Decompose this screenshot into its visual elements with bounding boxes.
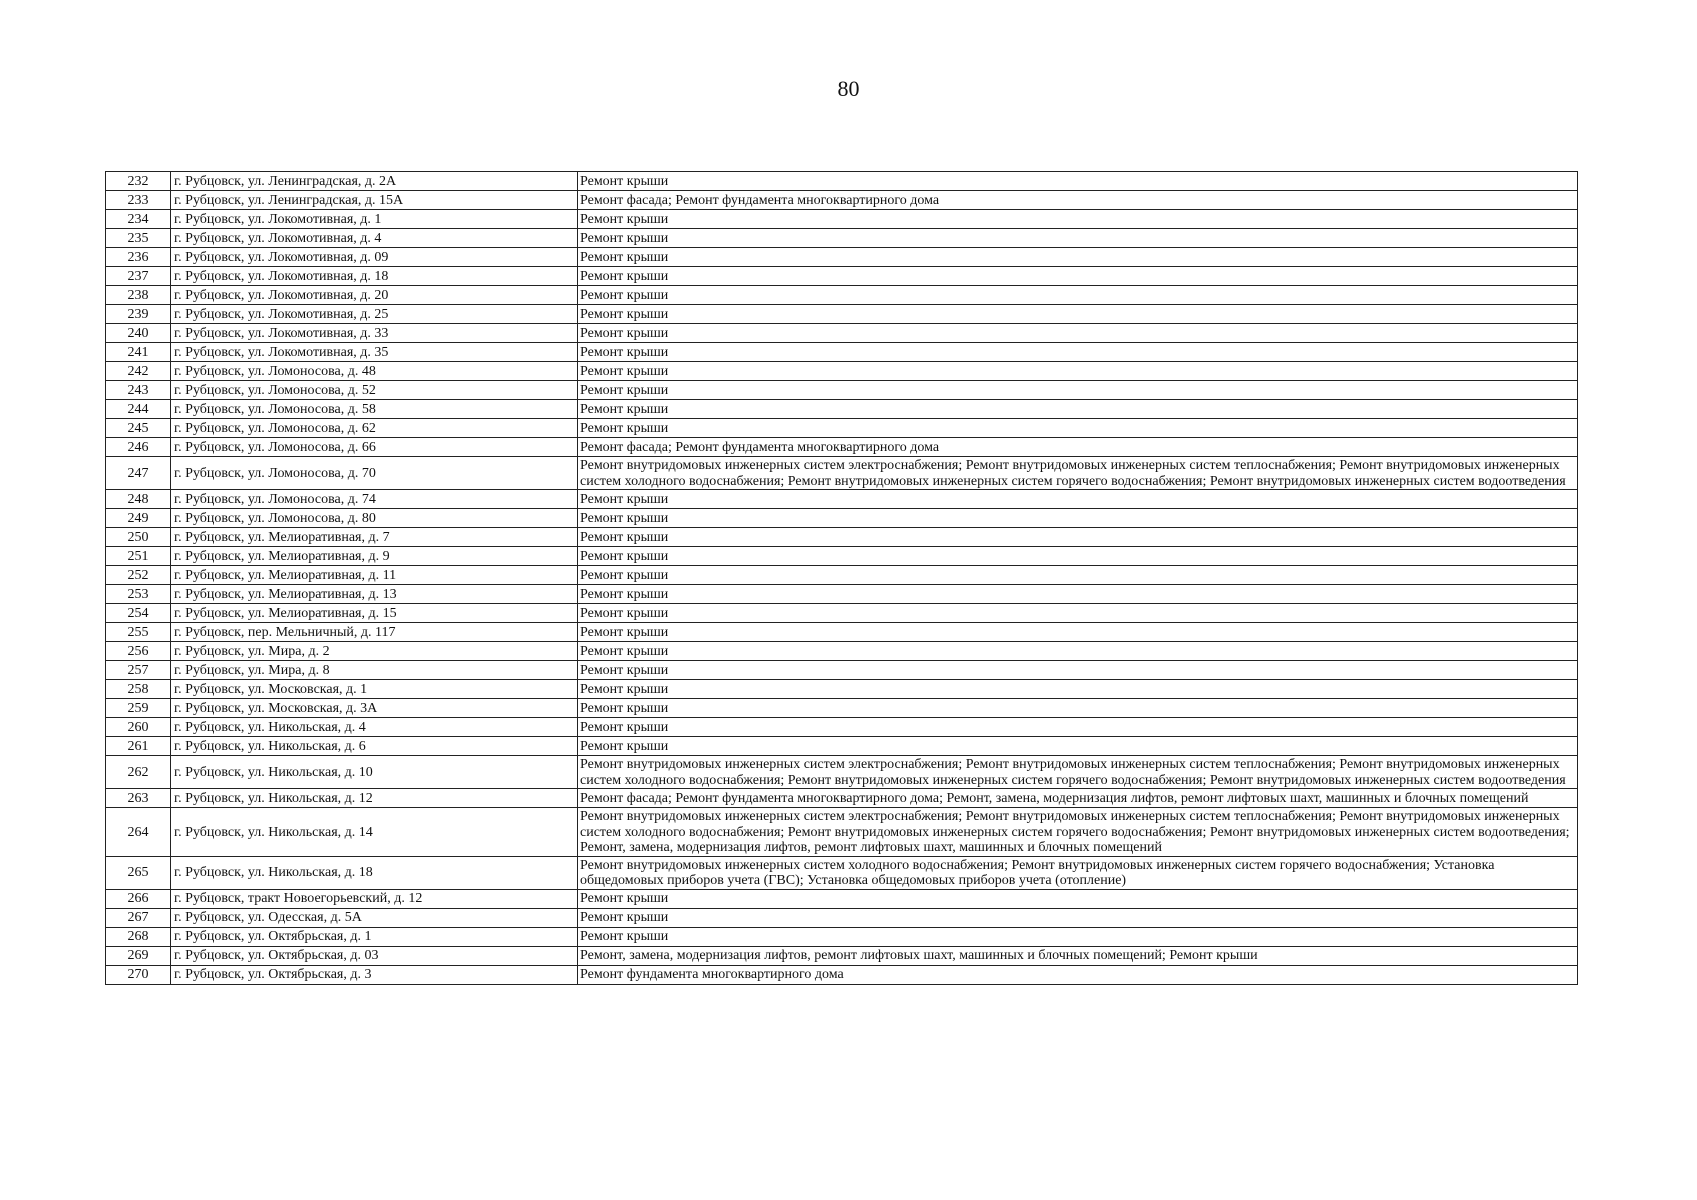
- address-cell: г. Рубцовск, ул. Локомотивная, д. 33: [171, 324, 578, 343]
- table-row: [106, 419, 1578, 438]
- table-row: [106, 362, 1578, 381]
- row-number: 259: [106, 699, 171, 718]
- row-number: 253: [106, 585, 171, 604]
- table-row: [106, 808, 1578, 857]
- row-number: 241: [106, 343, 171, 362]
- table-row: [106, 172, 1578, 191]
- address-cell: г. Рубцовск, ул. Ломоносова, д. 74: [171, 490, 578, 509]
- repair-table: [105, 171, 1578, 985]
- table-row: [106, 604, 1578, 623]
- address-cell: г. Рубцовск, ул. Московская, д. 3А: [171, 699, 578, 718]
- row-number: 233: [106, 191, 171, 210]
- address-cell: г. Рубцовск, ул. Никольская, д. 14: [171, 808, 578, 857]
- work-cell: Ремонт крыши: [578, 267, 1578, 286]
- row-number: 266: [106, 889, 171, 908]
- table-row: [106, 856, 1578, 889]
- work-cell: Ремонт крыши: [578, 172, 1578, 191]
- address-cell: г. Рубцовск, ул. Локомотивная, д. 20: [171, 286, 578, 305]
- row-number: 245: [106, 419, 171, 438]
- table-row: [106, 286, 1578, 305]
- row-number: 263: [106, 789, 171, 808]
- work-cell: Ремонт крыши: [578, 343, 1578, 362]
- work-cell: Ремонт фасада; Ремонт фундамента многоквартирного дома: [578, 191, 1578, 210]
- work-cell: Ремонт крыши: [578, 210, 1578, 229]
- table-row: [106, 623, 1578, 642]
- table-row: [106, 210, 1578, 229]
- work-cell: Ремонт крыши: [578, 419, 1578, 438]
- table-row: [106, 191, 1578, 210]
- row-number: 264: [106, 808, 171, 857]
- address-cell: г. Рубцовск, ул. Мелиоративная, д. 13: [171, 585, 578, 604]
- work-cell: Ремонт крыши: [578, 400, 1578, 419]
- work-cell: Ремонт крыши: [578, 718, 1578, 737]
- work-cell: Ремонт фасада; Ремонт фундамента многоквартирного дома; Ремонт, замена, модернизация лифтов, ремонт лифтовых шахт, машинных и блочных помещений: [578, 789, 1578, 808]
- work-cell: Ремонт крыши: [578, 324, 1578, 343]
- row-number: 268: [106, 927, 171, 946]
- address-cell: г. Рубцовск, ул. Локомотивная, д. 1: [171, 210, 578, 229]
- work-cell: Ремонт крыши: [578, 229, 1578, 248]
- table-row: [106, 965, 1578, 984]
- row-number: 234: [106, 210, 171, 229]
- table-row: [106, 528, 1578, 547]
- row-number: 240: [106, 324, 171, 343]
- work-cell: Ремонт крыши: [578, 509, 1578, 528]
- row-number: 237: [106, 267, 171, 286]
- table-row: [106, 927, 1578, 946]
- table-row: [106, 381, 1578, 400]
- address-cell: г. Рубцовск, ул. Ленинградская, д. 15А: [171, 191, 578, 210]
- table-row: [106, 661, 1578, 680]
- table-row: [106, 324, 1578, 343]
- table-row: [106, 343, 1578, 362]
- row-number: 269: [106, 946, 171, 965]
- table-row: [106, 789, 1578, 808]
- table-row: [106, 566, 1578, 585]
- row-number: 261: [106, 737, 171, 756]
- row-number: 254: [106, 604, 171, 623]
- table-row: [106, 889, 1578, 908]
- table-row: [106, 680, 1578, 699]
- address-cell: г. Рубцовск, ул. Локомотивная, д. 4: [171, 229, 578, 248]
- table-row: [106, 305, 1578, 324]
- work-cell: Ремонт внутридомовых инженерных систем электроснабжения; Ремонт внутридомовых инженерных систем теплоснабжения; Ремонт внутридомовых инженерных систем холодного водоснабжения; Ремонт внутридомовых инженерных систем горячего водоснабжения; Ремонт внутридомовых инженерных систем водоотведения: [578, 457, 1578, 490]
- table-row: [106, 699, 1578, 718]
- address-cell: г. Рубцовск, ул. Ломоносова, д. 48: [171, 362, 578, 381]
- row-number: 250: [106, 528, 171, 547]
- work-cell: Ремонт крыши: [578, 528, 1578, 547]
- row-number: 246: [106, 438, 171, 457]
- address-cell: г. Рубцовск, ул. Ломоносова, д. 66: [171, 438, 578, 457]
- work-cell: Ремонт крыши: [578, 248, 1578, 267]
- work-cell: Ремонт крыши: [578, 305, 1578, 324]
- work-cell: Ремонт крыши: [578, 661, 1578, 680]
- address-cell: г. Рубцовск, ул. Ломоносова, д. 70: [171, 457, 578, 490]
- row-number: 242: [106, 362, 171, 381]
- row-number: 260: [106, 718, 171, 737]
- address-cell: г. Рубцовск, ул. Локомотивная, д. 09: [171, 248, 578, 267]
- table-row: [106, 438, 1578, 457]
- address-cell: г. Рубцовск, ул. Мира, д. 2: [171, 642, 578, 661]
- table-row: [106, 457, 1578, 490]
- address-cell: г. Рубцовск, ул. Ломоносова, д. 58: [171, 400, 578, 419]
- address-cell: г. Рубцовск, ул. Мелиоративная, д. 7: [171, 528, 578, 547]
- work-cell: Ремонт, замена, модернизация лифтов, ремонт лифтовых шахт, машинных и блочных помещений; Ремонт крыши: [578, 946, 1578, 965]
- row-number: 262: [106, 756, 171, 789]
- work-cell: Ремонт крыши: [578, 362, 1578, 381]
- address-cell: г. Рубцовск, ул. Мелиоративная, д. 15: [171, 604, 578, 623]
- address-cell: г. Рубцовск, ул. Никольская, д. 4: [171, 718, 578, 737]
- row-number: 258: [106, 680, 171, 699]
- row-number: 244: [106, 400, 171, 419]
- page-number: 80: [837, 76, 860, 101]
- address-cell: г. Рубцовск, ул. Никольская, д. 18: [171, 856, 578, 889]
- address-cell: г. Рубцовск, ул. Никольская, д. 12: [171, 789, 578, 808]
- row-number: 255: [106, 623, 171, 642]
- table-row: [106, 547, 1578, 566]
- address-cell: г. Рубцовск, ул. Мелиоративная, д. 11: [171, 566, 578, 585]
- row-number: 256: [106, 642, 171, 661]
- address-cell: г. Рубцовск, пер. Мельничный, д. 117: [171, 623, 578, 642]
- table-row: [106, 509, 1578, 528]
- table-row: [106, 946, 1578, 965]
- address-cell: г. Рубцовск, ул. Никольская, д. 10: [171, 756, 578, 789]
- work-cell: Ремонт крыши: [578, 737, 1578, 756]
- row-number: 270: [106, 965, 171, 984]
- work-cell: Ремонт крыши: [578, 889, 1578, 908]
- table-row: [106, 400, 1578, 419]
- work-cell: Ремонт фундамента многоквартирного дома: [578, 965, 1578, 984]
- table-row: [106, 718, 1578, 737]
- row-number: 251: [106, 547, 171, 566]
- row-number: 248: [106, 490, 171, 509]
- row-number: 235: [106, 229, 171, 248]
- address-cell: г. Рубцовск, ул. Локомотивная, д. 18: [171, 267, 578, 286]
- work-cell: Ремонт крыши: [578, 566, 1578, 585]
- table-row: [106, 248, 1578, 267]
- work-cell: Ремонт крыши: [578, 908, 1578, 927]
- address-cell: г. Рубцовск, ул. Мира, д. 8: [171, 661, 578, 680]
- address-cell: г. Рубцовск, ул. Октябрьская, д. 03: [171, 946, 578, 965]
- work-cell: Ремонт крыши: [578, 547, 1578, 566]
- work-cell: Ремонт крыши: [578, 623, 1578, 642]
- work-cell: Ремонт крыши: [578, 642, 1578, 661]
- row-number: 238: [106, 286, 171, 305]
- table-row: [106, 490, 1578, 509]
- address-cell: г. Рубцовск, тракт Новоегорьевский, д. 12: [171, 889, 578, 908]
- address-cell: г. Рубцовск, ул. Октябрьская, д. 1: [171, 927, 578, 946]
- table-row: [106, 267, 1578, 286]
- row-number: 239: [106, 305, 171, 324]
- work-cell: Ремонт крыши: [578, 286, 1578, 305]
- work-cell: Ремонт фасада; Ремонт фундамента многоквартирного дома: [578, 438, 1578, 457]
- table-row: [106, 642, 1578, 661]
- work-cell: Ремонт внутридомовых инженерных систем электроснабжения; Ремонт внутридомовых инженерных систем теплоснабжения; Ремонт внутридомовых инженерных систем холодного водоснабжения; Ремонт внутридомовых инженерных систем горячего водоснабжения; Ремонт внутридомовых инженерных систем водоотведения; Ремонт, замена, модернизация лифтов, ремонт лифтовых шахт, машинных и блочных помещений: [578, 808, 1578, 857]
- work-cell: Ремонт крыши: [578, 927, 1578, 946]
- address-cell: г. Рубцовск, ул. Ленинградская, д. 2А: [171, 172, 578, 191]
- work-cell: Ремонт крыши: [578, 381, 1578, 400]
- row-number: 252: [106, 566, 171, 585]
- address-cell: г. Рубцовск, ул. Локомотивная, д. 25: [171, 305, 578, 324]
- work-cell: Ремонт внутридомовых инженерных систем электроснабжения; Ремонт внутридомовых инженерных систем теплоснабжения; Ремонт внутридомовых инженерных систем холодного водоснабжения; Ремонт внутридомовых инженерных систем горячего водоснабжения; Ремонт внутридомовых инженерных систем водоотведения: [578, 756, 1578, 789]
- address-cell: г. Рубцовск, ул. Локомотивная, д. 35: [171, 343, 578, 362]
- address-cell: г. Рубцовск, ул. Мелиоративная, д. 9: [171, 547, 578, 566]
- row-number: 249: [106, 509, 171, 528]
- row-number: 247: [106, 457, 171, 490]
- work-cell: Ремонт крыши: [578, 680, 1578, 699]
- row-number: 236: [106, 248, 171, 267]
- work-cell: Ремонт внутридомовых инженерных систем холодного водоснабжения; Ремонт внутридомовых инженерных систем горячего водоснабжения; Установка общедомовых приборов учета (ГВС); Установка общедомовых приборов учета (отопление): [578, 856, 1578, 889]
- address-cell: г. Рубцовск, ул. Ломоносова, д. 80: [171, 509, 578, 528]
- row-number: 232: [106, 172, 171, 191]
- table-row: [106, 908, 1578, 927]
- table-body: [106, 172, 1578, 985]
- address-cell: г. Рубцовск, ул. Ломоносова, д. 52: [171, 381, 578, 400]
- table-row: [106, 229, 1578, 248]
- work-cell: Ремонт крыши: [578, 604, 1578, 623]
- address-cell: г. Рубцовск, ул. Одесская, д. 5А: [171, 908, 578, 927]
- address-cell: г. Рубцовск, ул. Октябрьская, д. 3: [171, 965, 578, 984]
- row-number: 265: [106, 856, 171, 889]
- table-row: [106, 756, 1578, 789]
- address-cell: г. Рубцовск, ул. Московская, д. 1: [171, 680, 578, 699]
- table-row: [106, 737, 1578, 756]
- row-number: 257: [106, 661, 171, 680]
- address-cell: г. Рубцовск, ул. Ломоносова, д. 62: [171, 419, 578, 438]
- table-row: [106, 585, 1578, 604]
- work-cell: Ремонт крыши: [578, 585, 1578, 604]
- work-cell: Ремонт крыши: [578, 699, 1578, 718]
- address-cell: г. Рубцовск, ул. Никольская, д. 6: [171, 737, 578, 756]
- row-number: 267: [106, 908, 171, 927]
- work-cell: Ремонт крыши: [578, 490, 1578, 509]
- row-number: 243: [106, 381, 171, 400]
